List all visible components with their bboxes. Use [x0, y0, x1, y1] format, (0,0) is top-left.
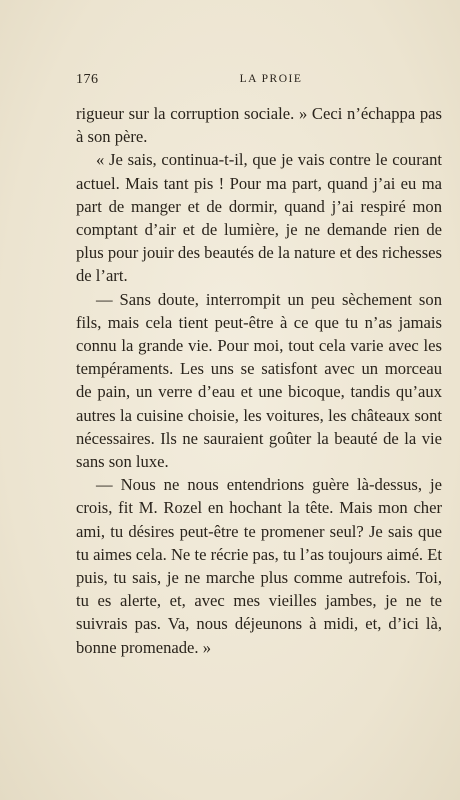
- page-header: [76, 72, 436, 94]
- running-title: LA PROIE: [239, 73, 303, 85]
- paragraph-continuation: rigueur sur la corruption sociale. » Ceci n’échappa pas à son père.: [76, 104, 442, 147]
- paragraph-father-speech: « Je sais, continua-t-il, que je vais contre le courant actuel. Mais tant pis ! Pour ma part, quand j’ai eu ma part de manger et de dormir, quand j’ai respiré mon comptant d’air et de lumière, je ne demande rien de plus pour jouir des beautés de la nature et des richesses de l’art.: [76, 150, 442, 286]
- body-text: [76, 102, 442, 659]
- page-number: 176: [76, 72, 99, 87]
- paragraph-rozel-reply: — Nous ne nous entendrions guère là-dessus, je crois, fit M. Rozel en hochant la tête. Mais mon cher ami, tu désires peut-être te promener seul? Je sais que tu aimes cela. Ne te récrie pas, tu l’as toujours aimé. Et puis, tu sais, je ne marche plus comme autrefois. Toi, tu es alerte, et, avec mes vieilles jambes, je ne te suivrais pas. Va, nous déjeunons à midi, et, d’ici là, bonne promenade. »: [76, 475, 442, 657]
- paragraph-son-reply: — Sans doute, interrompit un peu sèchement son fils, mais cela tient peut-être à ce que tu n’as jamais connu la grande vie. Pour moi, tout cela varie avec les tempéraments. Les uns se satisfont avec un morceau de pain, un verre d’eau et une bicoque, tandis qu’aux autres la cuisine choisie, les voitures, les châteaux sont nécessaires. Ils ne sauraient goûter la beauté de la vie sans son luxe.: [76, 289, 442, 472]
